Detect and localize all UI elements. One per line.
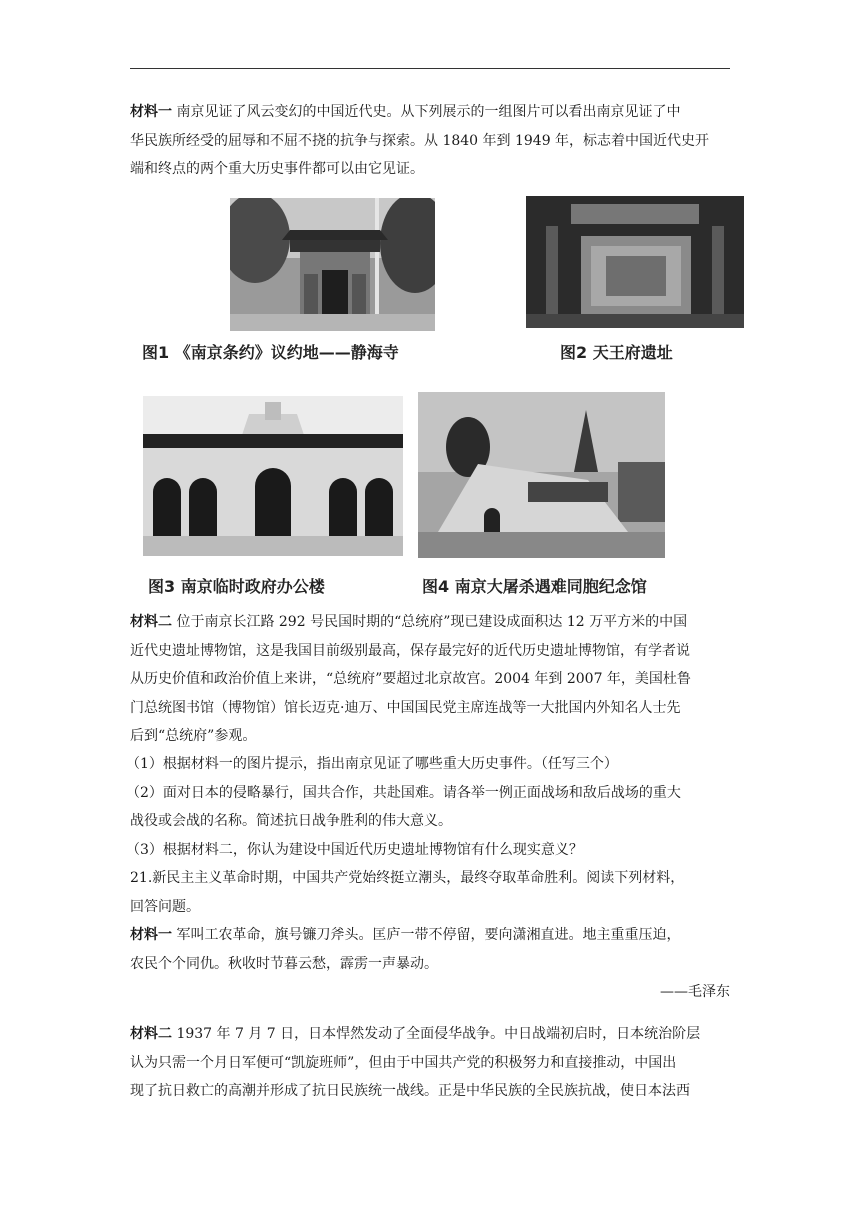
material2-lead: 材料二	[130, 614, 172, 630]
material1-lead: 材料一	[130, 104, 172, 120]
figure-3-caption: 图3 南京临时政府办公楼	[148, 577, 325, 596]
q21-material2-lead: 材料二	[130, 1026, 172, 1042]
material2-paragraph: 材料二 位于南京长江路 292 号民国时期的“总统府”现已建设成面积达 12 万平方米的中国 近代史遗址博物馆，这是我国目前级别最高，保存最完好的近代历史遗址博物馆，有学者说 从历史价值和政治价值上来讲，“总统府”要超过北京故宫。2004 年到 2007 年，美国杜鲁 门总统图书馆（博物馆）馆长迈克·迪万、中国国民党主席连战等一大批国内外知名人士先 后到“总统府”参观。	[130, 614, 691, 744]
figure-2-photo	[526, 196, 744, 328]
q21-material1-paragraph: 材料一 军叫工农革命，旗号镰刀斧头。匡庐一带不停留，要向潇湘直进。地主重重压迫， 农民个个同仇。秋收时节暮云愁，霹雳一声暴动。 ——毛泽东	[130, 921, 730, 1007]
q21-material1-attribution: ——毛泽东	[660, 984, 730, 1000]
q21-material1-lead: 材料一	[130, 927, 172, 943]
figure-2-caption: 图2 天王府遗址	[560, 343, 673, 362]
q21-material2-paragraph: 材料二 1937 年 7 月 7 日，日本悍然发动了全面侵华战争。中日战端初启时，日本统治阶层 认为只需一个月日军便可“凯旋班师”，但由于中国共产党的积极努力和直接推动，中国出 现了抗日救亡的高潮并形成了抗日民族统一战线。正是中华民族的全民族抗战，使日本法西	[130, 1026, 701, 1099]
material1-paragraph: 材料一 南京见证了风云变幻的中国近代史。从下列展示的一组图片可以看出南京见证了中 华民族所经受的屈辱和不屈不挠的抗争与探索。从 1840 年到 1949 年，标志着中国近代史开 端和终点的两个重大历史事件都可以由它见证。	[130, 104, 710, 177]
figure-3-photo	[143, 396, 403, 556]
figure-1-caption: 图1 《南京条约》议约地——静海寺	[142, 343, 399, 362]
questions-block	[126, 750, 726, 864]
figure-1-photo	[230, 198, 435, 331]
question-1: （1）根据材料一的图片提示，指出南京见证了哪些重大历史事件。（任写三个）	[126, 756, 618, 772]
question-3: （3）根据材料二，你认为建设中国近代历史遗址博物馆有什么现实意义？	[126, 841, 583, 858]
question-21-stem: 21.新民主主义革命时期，中国共产党始终挺立潮头，最终夺取革命胜利。阅读下列材料， 回答问题。	[130, 870, 685, 915]
header-rule	[130, 68, 730, 69]
figure-4-photo	[418, 392, 665, 558]
figure-4-caption: 图4 南京大屠杀遇难同胞纪念馆	[422, 577, 647, 596]
question-2-cont: 战役或会战的名称。简述抗日战争胜利的伟大意义。	[130, 813, 452, 829]
question-2: （2）面对日本的侵略暴行，国共合作，共赴国难。请各举一例正面战场和敌后战场的重大	[126, 784, 681, 801]
